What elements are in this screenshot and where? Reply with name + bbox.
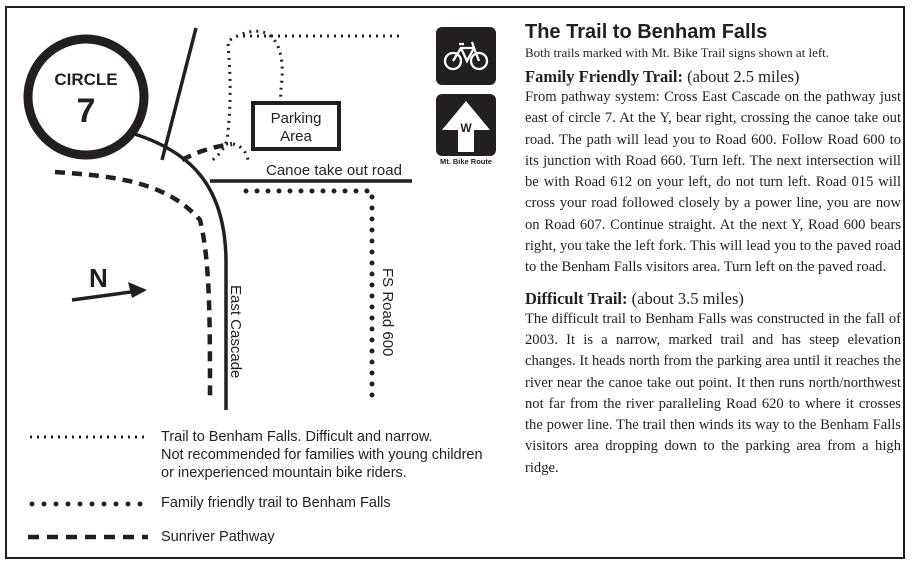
article-subtitle: Both trails marked with Mt. Bike Trail signs shown at left. bbox=[525, 45, 830, 60]
circle-label: CIRCLE bbox=[54, 70, 118, 89]
legend-difficult-line1: Trail to Benham Falls. Difficult and narrow. bbox=[161, 429, 433, 445]
difficult-distance: (about 3.5 miles) bbox=[631, 288, 744, 308]
circle-number: 7 bbox=[76, 92, 96, 130]
legend-difficult-line2: Not recommended for families with young children bbox=[161, 447, 483, 463]
article-title: The Trail to Benham Falls bbox=[525, 21, 768, 43]
difficult-heading-label: Difficult Trail: bbox=[525, 288, 628, 308]
route-sign-caption: Mt. Bike Route bbox=[439, 157, 493, 166]
route-sign-letter: W bbox=[460, 121, 472, 135]
legend-difficult-line3: or inexperienced mountain bike riders. bbox=[161, 465, 407, 481]
east-cascade-road bbox=[128, 132, 226, 410]
canoe-road-label: Canoe take out road bbox=[266, 162, 402, 179]
family-heading-label: Family Friendly Trail: bbox=[525, 67, 683, 86]
family-friendly-trail bbox=[246, 191, 372, 398]
northwest-road bbox=[162, 28, 196, 160]
north-arrow-icon bbox=[128, 282, 147, 298]
legend-pathway: Sunriver Pathway bbox=[161, 529, 275, 545]
difficult-trail-loop bbox=[230, 31, 284, 104]
article bbox=[525, 20, 901, 479]
difficult-trail-text: The difficult trail to Benham Falls was constructed in the fall of 2003. It is a narrow, marked trail and has steep elevation changes. It heads north from the parking area until it reaches the river near the canoe take out point. It then runs north/northwest not far from the river paralleling Road 620 to where it crosses the power line. The trail then winds its way to the Benham Falls visitors area dropping down to the parking area from a high ridge. bbox=[525, 310, 901, 476]
east-cascade-label: East Cascade bbox=[227, 285, 244, 379]
difficult-trail-connector bbox=[226, 144, 248, 160]
bike-sign bbox=[436, 27, 496, 85]
family-trail-heading bbox=[525, 67, 901, 87]
legend-difficult bbox=[161, 428, 483, 482]
difficult-trail-heading bbox=[525, 289, 901, 309]
parking-label-line1: Parking bbox=[270, 110, 322, 127]
family-distance: (about 2.5 miles) bbox=[687, 67, 800, 86]
pathway-spur bbox=[182, 144, 232, 160]
north-label: N bbox=[89, 263, 108, 293]
parking-label-line2: Area bbox=[280, 128, 312, 145]
legend-family: Family friendly trail to Benham Falls bbox=[161, 495, 391, 511]
fs-road-label: FS Road 600 bbox=[379, 268, 396, 357]
family-trail-text: From pathway system: Cross East Cascade on the pathway just east of circle 7. At the Y, bear right, crossing the canoe take out road. The path will lead you to Road 600. Follow Road 600 to its junction with Road 660. Turn left. The next intersection will be with Road 612 on your left, do not turn left. Road 015 will cross your road followed closely by a power line, you are now on Road 607. Continue straight. At the next Y, Road 600 bears right, you take the left fork. This will lead you to the paved road to the Benham Falls visitors area. Turn left on the paved road. bbox=[525, 89, 901, 276]
